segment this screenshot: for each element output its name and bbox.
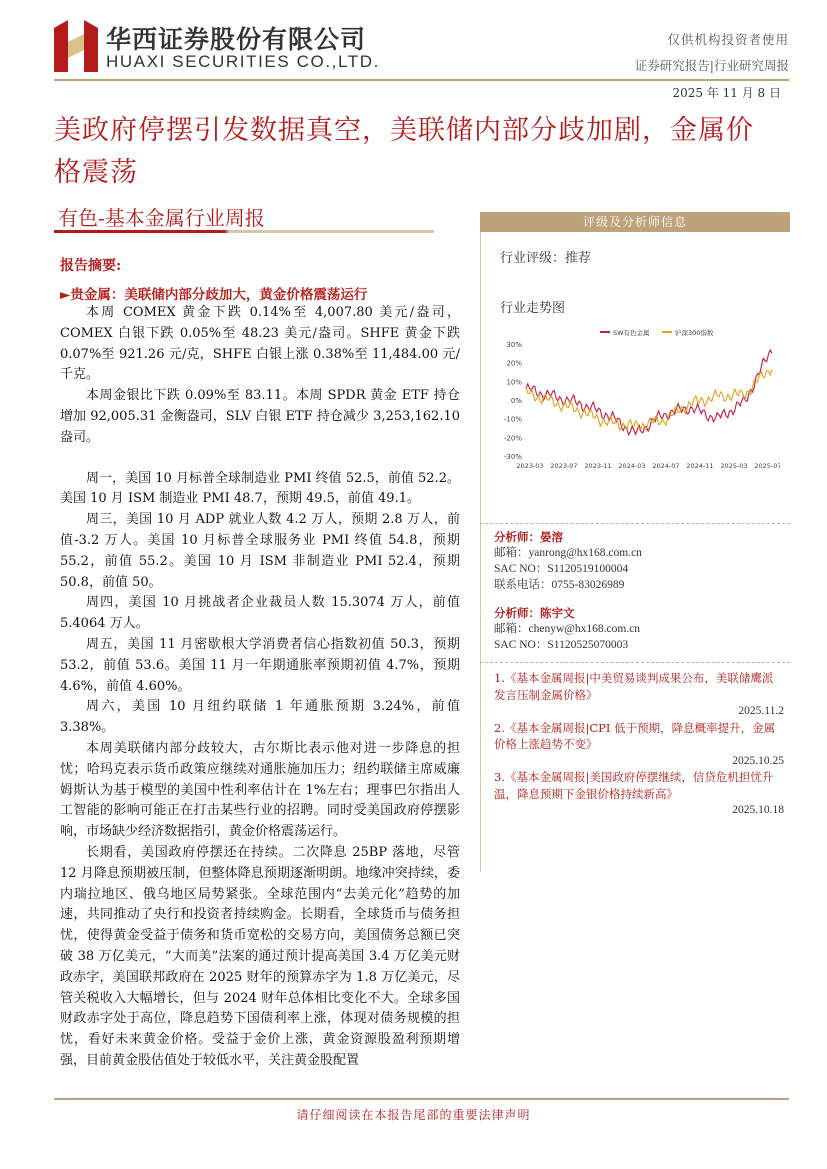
related-report-date: 2025.10.18 xyxy=(732,804,784,816)
related-report-link[interactable]: 2.《基本金属周报|CPI 低于预期，降息概率提升，金属价格上涨趋势不变》 xyxy=(494,720,776,751)
y-tick-label: 0% xyxy=(510,397,522,405)
legal-notice[interactable]: 请仔细阅读在本报告尾部的重要法律声明 xyxy=(296,1108,531,1122)
abstract-body xyxy=(60,303,460,1072)
y-tick-label: -20% xyxy=(503,434,522,443)
analyst-phone: 联系电话：0755-83026989 xyxy=(494,579,625,591)
subtitle-underline xyxy=(54,230,434,233)
y-tick-label: 10% xyxy=(506,378,522,387)
company-name-cn: 华西证券股份有限公司 xyxy=(106,25,367,54)
abstract-label: 报告摘要: xyxy=(60,258,122,274)
paragraph: 本周美联储内部分歧较大，古尔斯比表示他对进一步降息的担忧；哈玛克表示货币政策应继续对通胀施加压力；纽约联储主席威廉姆斯认为基于模型的美国中性利率估计在 1%左右；理事巴尔指出人工智能的影响可能正在打击某些行业的招聘。同时受美国政府停摆影响，市场缺少经济数据指引，黄金价格震荡运行。 xyxy=(60,740,460,840)
analyst-sac: SAC NO：S1120519100004 xyxy=(494,563,629,575)
industry-trend-chart xyxy=(490,318,780,528)
report-title: 美政府停摆引发数据真空，美联储内部分歧加剧，金属价格震荡 xyxy=(54,115,754,188)
footer-divider xyxy=(54,1098,789,1100)
huaxi-logo-icon xyxy=(54,20,98,72)
paragraph: 周五，美国 11 月密歇根大学消费者信心指数初值 50.3，预期 53.2，前值 53.6。美国 11 月一年期通胀率预期初值 4.7%，预期 4.6%，前值 4.60%。 xyxy=(60,636,460,694)
header-divider xyxy=(54,79,789,81)
section-heading-gold: ►贵金属：美联储内部分歧加大，黄金价格震荡运行 xyxy=(60,287,368,303)
report-date: 2025 年 11 月 8 日 xyxy=(672,86,781,100)
x-tick-label: 2024-07 xyxy=(652,462,680,470)
analyst-name: 分析师：晏溶 xyxy=(494,530,563,544)
report-category: 证券研究报告|行业研究周报 xyxy=(634,58,789,73)
investor-notice: 仅供机构投资者使用 xyxy=(667,32,789,47)
analyst-email[interactable]: 邮箱：yanrong@hx168.com.cn xyxy=(494,547,642,559)
x-tick-label: 2024-03 xyxy=(618,462,646,470)
paragraph: 本周 COMEX 黄金下跌 0.14%至 4,007.80 美元/盎司，COMEX 白银下跌 0.05%至 48.23 美元/盎司。SHFE 黄金下跌 0.07%至 921.26 元/克，SHFE 白银上涨 0.38%至 11,484.00 元/千克。 xyxy=(60,305,460,383)
related-report-link[interactable]: 1.《基本金属周报|中美贸易谈判成果公布，美联储鹰派发言压制金属价格》 xyxy=(494,671,774,702)
company-name-en: HUAXI SECURITIES CO.,LTD. xyxy=(106,52,380,71)
paragraph: 长期看，美国政府停摆还在持续。二次降息 25BP 落地，尽管 12 月降息预期被压制，但整体降息预期逐渐明朗。地缘冲突持续，委内瑞拉地区、俄乌地区局势紧张。全球范围内“去美元化”趋势的加速，共同推动了央行和投资者持续购金。长期看，全球货币与债务担忧，使得黄金受益于债务和货币宽松的交易方向，美国债务总额已突破 38 万亿美元，“大而美”法案的通过预计提高美国 3.4 万亿美元财政赤字，美国联邦政府在 2025 财年的预算赤字为 1.8 万亿美元，尽管关税收入大幅增长，但与 2024 财年总体相比变化不大。全球多国财政赤字处于高位，降息趋势下国债利率上涨，体现对债务规模的担忧，看好未来黄金价格。受益于金价上涨，黄金资源股盈利预期增强，目前黄金股估值处于较低水平，关注黄金股配置 xyxy=(60,844,460,1068)
x-tick-label: 2023-07 xyxy=(550,462,578,470)
paragraph: 周六，美国 10 月纽约联储 1 年通胀预期 3.24%，前值 3.38%。 xyxy=(60,699,460,736)
analyst-sac: SAC NO：S1120525070003 xyxy=(494,639,629,651)
related-report-link[interactable]: 3.《基本金属周报|美国政府停摆继续，信贷危机担忧升温，降息预期下金银价格持续新高》 xyxy=(494,770,774,801)
x-tick-label: 2025-07 xyxy=(754,462,780,470)
legend-label: 沪深300指数 xyxy=(675,329,714,337)
industry-rating xyxy=(500,247,591,266)
paragraph: 周三，美国 10 月 ADP 就业人数 4.2 万人，预期 2.8 万人，前值-3.2 万人。美国 10 月标普全球服务业 PMI 终值 54.8，预期 55.2，前值 55.2。美国 10 月 ISM 非制造业 PMI 52.4，预期 50.8，前值 50。 xyxy=(60,512,460,590)
x-tick-label: 2024-11 xyxy=(686,462,714,470)
trend-chart-svg xyxy=(490,318,780,518)
x-tick-label: 2023-11 xyxy=(584,462,612,470)
analyst-email[interactable]: 邮箱：chenyw@hx168.com.cn xyxy=(494,623,641,635)
series-line xyxy=(526,369,772,430)
related-reports xyxy=(494,670,784,819)
analyst-card-1 xyxy=(494,529,642,593)
x-tick-label: 2023-03 xyxy=(516,462,544,470)
paragraph: 本周金银比下跌 0.09%至 83.11。本周 SPDR 黄金 ETF 持仓增加 92,005.31 金衡盎司，SLV 白银 ETF 持仓减少 3,253,162.10 盎司。 xyxy=(60,388,460,445)
rating-value: 推荐 xyxy=(565,251,592,266)
paragraph: 周四，美国 10 月挑战者企业裁员人数 15.3074 万人，前值 5.4064 万人。 xyxy=(60,595,460,632)
analyst-name: 分析师：陈宇文 xyxy=(494,606,575,620)
y-tick-label: -10% xyxy=(503,415,522,424)
y-tick-label: -30% xyxy=(503,453,522,461)
x-tick-label: 2025-03 xyxy=(720,462,748,470)
sidebar-divider xyxy=(480,662,790,663)
trend-chart-label: 行业走势图 xyxy=(500,301,566,316)
y-tick-label: 30% xyxy=(506,341,522,349)
report-subtitle: 有色-基本金属行业周报 xyxy=(58,206,265,230)
sidebar-divider xyxy=(480,523,790,524)
paragraph: 周一，美国 10 月标普全球制造业 PMI 终值 52.5，前值 52.2。美国 10 月 ISM 制造业 PMI 48.7，预期 49.5，前值 49.1。 xyxy=(60,470,460,507)
related-report-date: 2025.11.2 xyxy=(738,705,784,717)
rating-label: 行业评级： xyxy=(500,251,566,266)
legend-label: SW有色金属 xyxy=(613,329,650,337)
related-report-date: 2025.10.25 xyxy=(732,754,784,767)
y-tick-label: 20% xyxy=(506,359,522,368)
analyst-card-2 xyxy=(494,605,640,653)
sidebar-header: 评级及分析师信息 xyxy=(480,212,790,232)
